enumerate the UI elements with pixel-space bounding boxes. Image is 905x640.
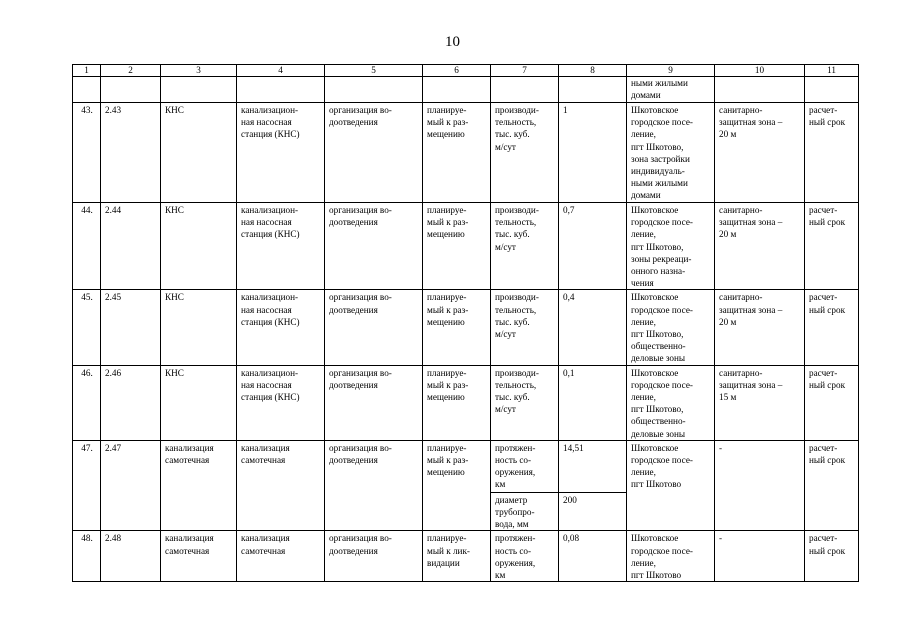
type-cell: канализацион- ная насосная станция (КНС) <box>237 203 325 290</box>
column-number-row <box>73 65 859 77</box>
table-row <box>73 290 859 365</box>
table-cell <box>491 77 559 103</box>
row-number-cell: 45. <box>73 290 101 365</box>
table-cell <box>325 77 423 103</box>
location-cell: Шкотовское городское посе- ление, пгт Шкотово <box>627 531 715 582</box>
type-cell: канализацион- ная насосная станция (КНС) <box>237 103 325 203</box>
code-cell: 2.47 <box>101 440 161 531</box>
location-cell: Шкотовское городское посе- ление, пгт Шкотово, общественно- деловые зоны <box>627 365 715 440</box>
table-row <box>73 440 859 492</box>
column-number: 8 <box>559 65 627 77</box>
status-cell: планируе- мый к раз- мещению <box>423 103 491 203</box>
column-number: 2 <box>101 65 161 77</box>
value-cell: 0,1 <box>559 365 627 440</box>
name-cell: КНС <box>161 365 237 440</box>
type-cell: канализация самотечная <box>237 531 325 582</box>
characteristic-cell: протяжен- ность со- оружения, км <box>491 440 559 492</box>
term-cell: расчет- ный срок <box>805 440 859 531</box>
status-cell: планируе- мый к раз- мещению <box>423 203 491 290</box>
page-number: 10 <box>445 34 460 50</box>
location-cell: Шкотовское городское посе- ление, пгт Шкотово, общественно- деловые зоны <box>627 290 715 365</box>
objects-table <box>72 64 859 582</box>
name-cell: канализация самотечная <box>161 440 237 531</box>
table-cell <box>423 77 491 103</box>
term-cell: расчет- ный срок <box>805 290 859 365</box>
value-cell: 200 <box>559 492 627 531</box>
name-cell: канализация самотечная <box>161 531 237 582</box>
code-cell: 2.44 <box>101 203 161 290</box>
value-cell: 14,51 <box>559 440 627 492</box>
location-cell: ными жилыми домами <box>627 77 715 103</box>
characteristic-cell: производи- тельность, тыс. куб. м/сут <box>491 365 559 440</box>
table-cell <box>161 77 237 103</box>
zone-cell: санитарно- защитная зона – 15 м <box>715 365 805 440</box>
location-cell: Шкотовское городское посе- ление, пгт Шкотово, зоны рекреаци- онного назна- чения <box>627 203 715 290</box>
row-number-cell: 48. <box>73 531 101 582</box>
location-cell: Шкотовское городское посе- ление, пгт Шкотово, зона застройки индивидуаль- ными жилыми домами <box>627 103 715 203</box>
column-number: 5 <box>325 65 423 77</box>
table-cell <box>237 77 325 103</box>
table-cell <box>101 77 161 103</box>
row-number-cell: 44. <box>73 203 101 290</box>
column-number: 9 <box>627 65 715 77</box>
purpose-cell: организация во- доотведения <box>325 290 423 365</box>
status-cell: планируе- мый к раз- мещению <box>423 290 491 365</box>
status-cell: планируе- мый к лик- видации <box>423 531 491 582</box>
table-cell <box>715 77 805 103</box>
table-cell <box>559 77 627 103</box>
value-cell: 0,7 <box>559 203 627 290</box>
term-cell: расчет- ный срок <box>805 203 859 290</box>
column-number: 6 <box>423 65 491 77</box>
column-number: 7 <box>491 65 559 77</box>
purpose-cell: организация во- доотведения <box>325 531 423 582</box>
name-cell: КНС <box>161 103 237 203</box>
location-cell: Шкотовское городское посе- ление, пгт Шкотово <box>627 440 715 531</box>
zone-cell: санитарно- защитная зона – 20 м <box>715 203 805 290</box>
type-cell: канализацион- ная насосная станция (КНС) <box>237 365 325 440</box>
code-cell: 2.48 <box>101 531 161 582</box>
term-cell: расчет- ный срок <box>805 531 859 582</box>
purpose-cell: организация во- доотведения <box>325 440 423 531</box>
purpose-cell: организация во- доотведения <box>325 365 423 440</box>
column-number: 11 <box>805 65 859 77</box>
type-cell: канализацион- ная насосная станция (КНС) <box>237 290 325 365</box>
zone-cell: санитарно- защитная зона – 20 м <box>715 103 805 203</box>
term-cell: расчет- ный срок <box>805 365 859 440</box>
column-number: 1 <box>73 65 101 77</box>
status-cell: планируе- мый к раз- мещению <box>423 440 491 531</box>
table-row <box>73 203 859 290</box>
code-cell: 2.45 <box>101 290 161 365</box>
continuation-row <box>73 77 859 103</box>
characteristic-cell: производи- тельность, тыс. куб. м/сут <box>491 290 559 365</box>
table-cell <box>805 77 859 103</box>
purpose-cell: организация во- доотведения <box>325 203 423 290</box>
row-number-cell: 43. <box>73 103 101 203</box>
row-number-cell: 47. <box>73 440 101 531</box>
code-cell: 2.43 <box>101 103 161 203</box>
type-cell: канализация самотечная <box>237 440 325 531</box>
table-cell <box>73 77 101 103</box>
name-cell: КНС <box>161 203 237 290</box>
value-cell: 0,08 <box>559 531 627 582</box>
column-number: 3 <box>161 65 237 77</box>
row-number-cell: 46. <box>73 365 101 440</box>
zone-cell: - <box>715 440 805 531</box>
table-row <box>73 103 859 203</box>
column-number: 10 <box>715 65 805 77</box>
term-cell: расчет- ный срок <box>805 103 859 203</box>
characteristic-cell: протяжен- ность со- оружения, км <box>491 531 559 582</box>
name-cell: КНС <box>161 290 237 365</box>
characteristic-cell: диаметр трубопро- вода, мм <box>491 492 559 531</box>
code-cell: 2.46 <box>101 365 161 440</box>
zone-cell: санитарно- защитная зона – 20 м <box>715 290 805 365</box>
table-row <box>73 365 859 440</box>
table-row <box>73 531 859 582</box>
column-number: 4 <box>237 65 325 77</box>
value-cell: 1 <box>559 103 627 203</box>
zone-cell: - <box>715 531 805 582</box>
purpose-cell: организация во- доотведения <box>325 103 423 203</box>
characteristic-cell: производи- тельность, тыс. куб. м/сут <box>491 103 559 203</box>
characteristic-cell: производи- тельность, тыс. куб. м/сут <box>491 203 559 290</box>
status-cell: планируе- мый к раз- мещению <box>423 365 491 440</box>
value-cell: 0,4 <box>559 290 627 365</box>
